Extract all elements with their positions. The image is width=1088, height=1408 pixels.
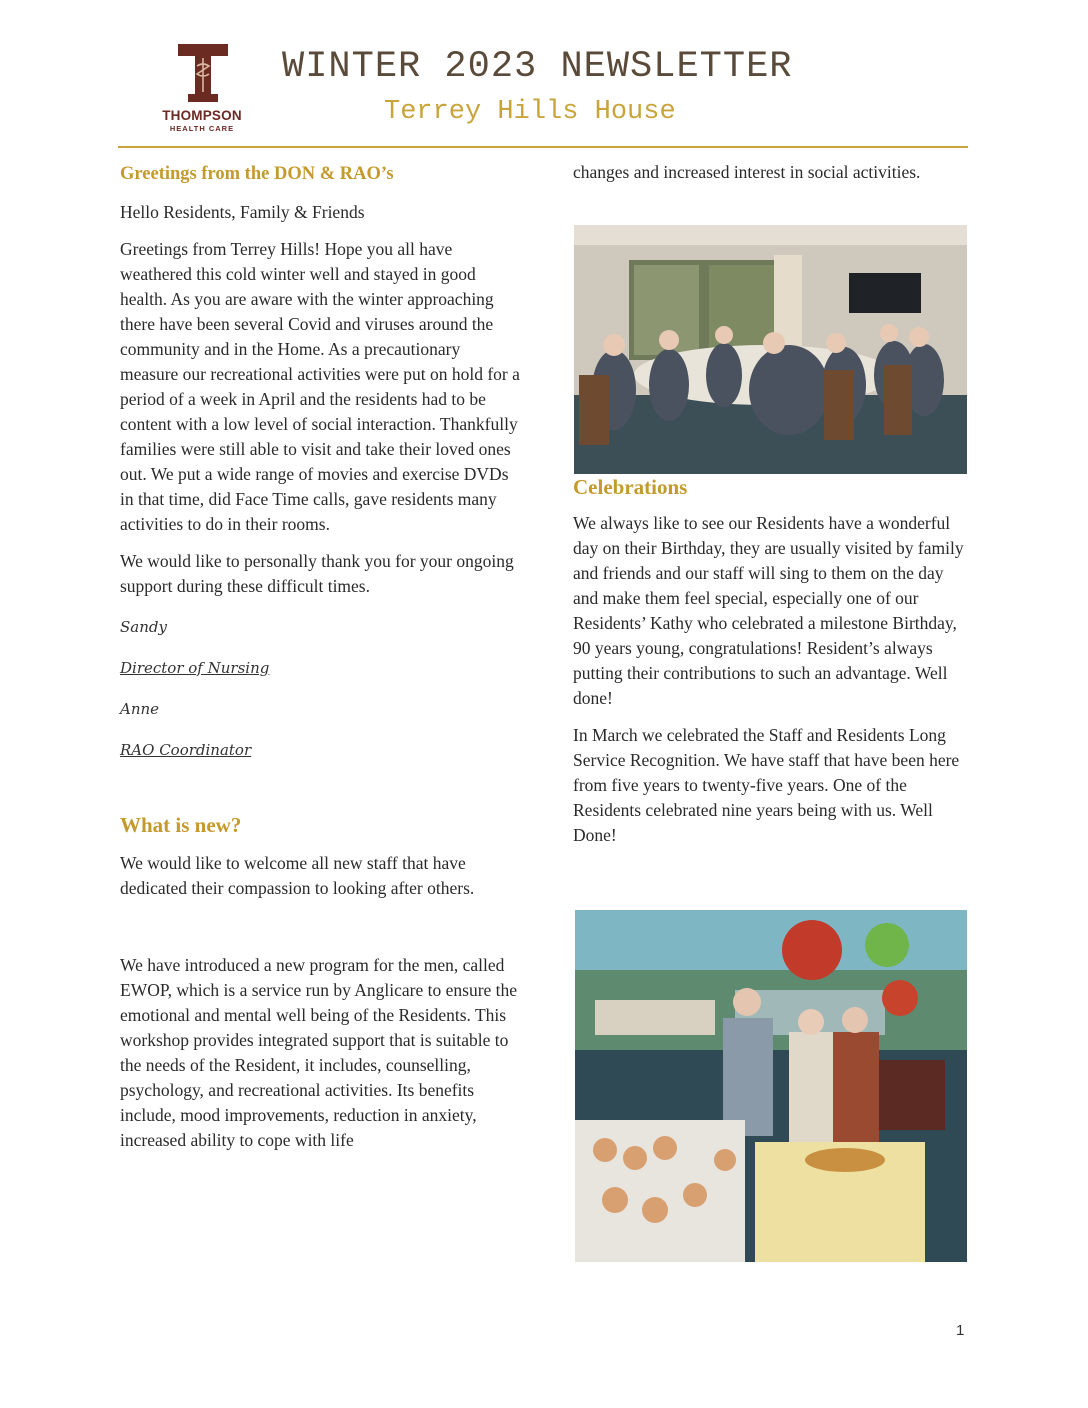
whats-new-paragraph-1: We would like to welcome all new staff that have dedicated their compassion to looking after others. — [120, 853, 475, 898]
newsletter-title: WINTER 2023 NEWSLETTER — [282, 46, 793, 88]
continued-paragraph: changes and increased interest in social activities. — [573, 162, 921, 182]
thompson-t-logo-icon — [178, 44, 228, 102]
left-column — [120, 160, 520, 1153]
whats-new-heading: What is new? — [120, 813, 242, 837]
thanks-paragraph: We would like to personally thank you for your ongoing support during these difficult times. — [120, 551, 514, 596]
residents-gathering-photo — [574, 225, 967, 474]
company-logo — [152, 44, 252, 136]
logo-company-name: THOMPSON — [162, 108, 242, 123]
greeting-body: Greetings from Terrey Hills! Hope you all have weathered this cold winter well and stayed in good health. As you are aware with the winter approaching there have been several Covid and viruses around the community and in the Home. As a precautionary measure our recreational activities were put on hold for a period of a week in April and the residents had to be content with a low level of social interaction. Thankfully families were still able to visit and take their loved ones out. We put a wide range of movies and exercise DVDs in that time, did Face Time calls, gave residents many activities to do in their rooms. — [120, 239, 520, 534]
signature-name-2: Anne — [120, 700, 160, 718]
whats-new-paragraph-2: We have introduced a new program for the men, called EWOP, which is a service run by Anglicare to ensure the emotional and mental well being of the Residents. This workshop provides integrated support that is suitable to the needs of the Resident, it includes, counselling, psychology, and recreational activities. Its benefits include, mood improvements, reduction in anxiety, increased ability to cope with life — [120, 955, 518, 1150]
logo-company-tagline: HEALTH CARE — [169, 124, 235, 133]
header-divider — [118, 146, 968, 148]
greetings-heading: Greetings from the DON & RAO’s — [120, 164, 394, 184]
birthday-celebration-photo — [575, 910, 967, 1262]
salutation: Hello Residents, Family & Friends — [120, 202, 365, 222]
celebrations-heading: Celebrations — [573, 475, 688, 499]
signature-role-1: Director of Nursing — [120, 659, 270, 677]
signature-role-2: RAO Coordinator — [120, 741, 252, 759]
signature-name-1: Sandy — [120, 618, 167, 636]
celebrations-paragraph-2: In March we celebrated the Staff and Residents Long Service Recognition. We have staff that have been here from five years to twenty-five years. One of the Residents celebrated nine years being with us. Well Done! — [573, 725, 960, 845]
celebrations-paragraph-1: We always like to see our Residents have a wonderful day on their Birthday, they are usually visited by family and friends and our staff will sing to them on the day and make them feel special, especially one of our Residents’ Kathy who celebrated a milestone Birthday, 90 years young, congratulations! Resident’s always putting their contributions to such an advantage. Well done! — [573, 513, 964, 708]
newsletter-subtitle: Terrey Hills House — [384, 97, 676, 127]
page-number: 1 — [956, 1322, 965, 1339]
